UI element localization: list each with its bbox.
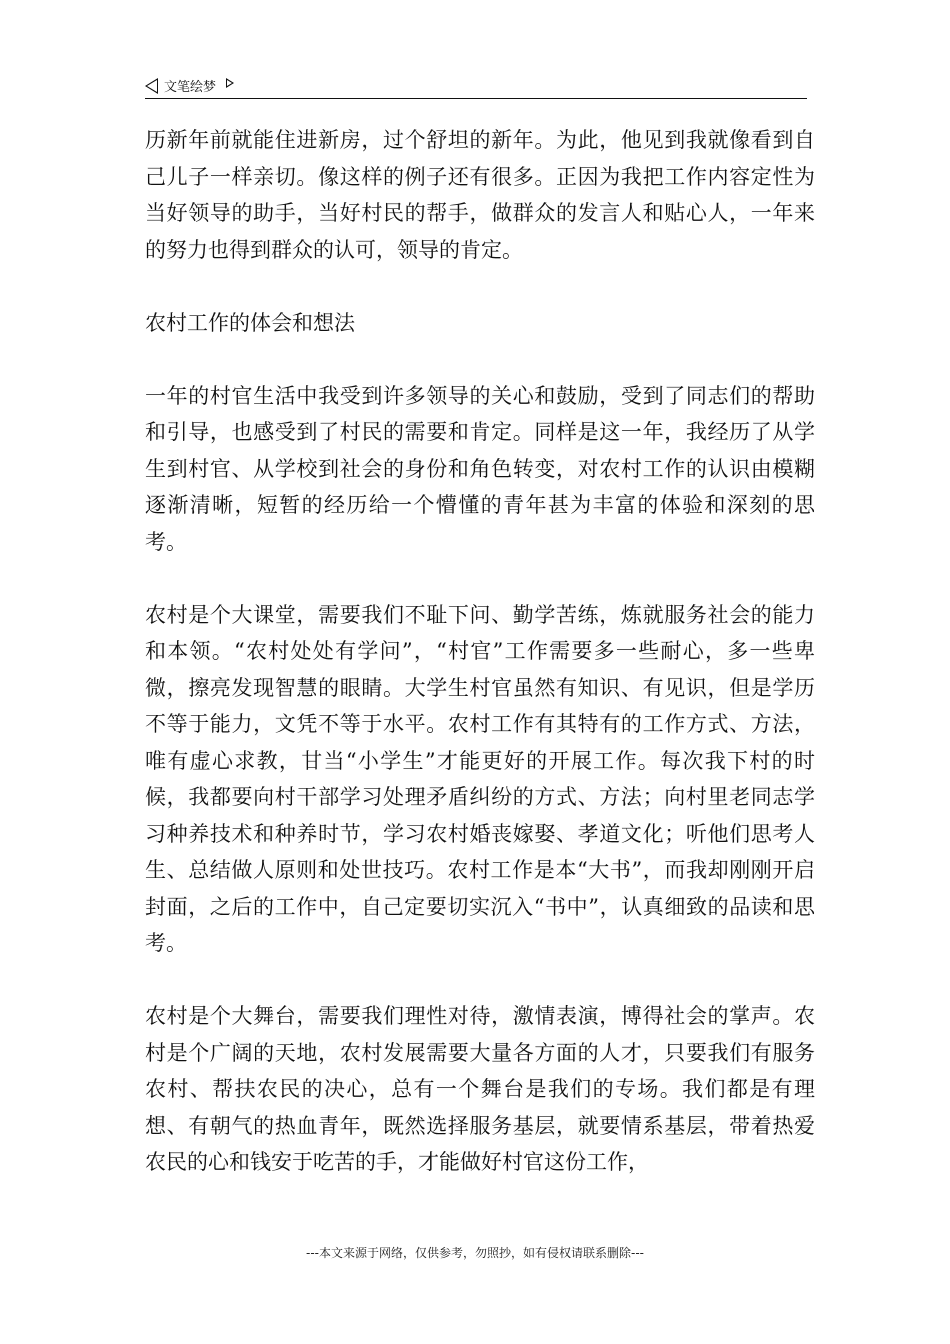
document-body: [145, 122, 815, 1217]
footer-notice: ---本文来源于网络，仅供参考，勿照抄，如有侵权请联系删除---: [306, 1246, 644, 1260]
section-heading: 农村工作的体会和想法: [145, 310, 355, 335]
paragraph: 一年的村官生活中我受到许多领导的关心和鼓励，受到了同志们的帮助和引导，也感受到了村民的需要和肯定。同样是这一年，我经历了从学生到村官、从学校到社会的身份和角色转变，对农村工作的认识由模糊逐渐清晰，短暂的经历给一个懵懂的青年甚为丰富的体验和深刻的思考。: [145, 383, 815, 554]
paragraph: 农村是个大舞台，需要我们理性对待，激情表演，博得社会的掌声。农村是个广阔的天地，农村发展需要大量各方面的人才，只要我们有服务农村、帮扶农民的决心，总有一个舞台是我们的专场。我们都是有理想、有朝气的热血青年，既然选择服务基层，就要情系基层，带着热爱农民的心和钱安于吃苦的手，才能做好村官这份工作，: [145, 1004, 815, 1174]
page-header: [145, 72, 807, 99]
header-brand-group: [145, 76, 234, 95]
brand-name: 文笔绘梦: [164, 80, 217, 95]
triangle-right-icon: [226, 78, 234, 88]
paragraph-continuation: 历新年前就能住进新房，过个舒坦的新年。为此，他见到我就像看到自己儿子一样亲切。像这样的例子还有很多。正因为我把工作内容定性为当好领导的助手，当好村民的帮手，做群众的发言人和贴心人，一年来的努力也得到群众的认可，领导的肯定。: [145, 128, 815, 262]
triangle-left-icon: [145, 78, 158, 94]
paragraph: 农村是个大课堂，需要我们不耻下问、勤学苦练，炼就服务社会的能力和本领。“农村处处有学问”，“村官”工作需要多一些耐心，多一些卑微，擦亮发现智慧的眼睛。大学生村官虽然有知识、有见识，但是学历不等于能力，文凭不等于水平。农村工作有其特有的工作方式、方法，唯有虚心求教，甘当“小学生”才能更好的开展工作。每次我下村的时候，我都要向村干部学习处理矛盾纠纷的方式、方法；向村里老同志学习种养技术和种养时节，学习农村婚丧嫁娶、孝道文化；听他们思考人生、总结做人原则和处世技巧。农村工作是本“大书”，而我却刚刚开启封面，之后的工作中，自己定要切实沉入“书中”，认真细致的品读和思考。: [145, 602, 815, 955]
